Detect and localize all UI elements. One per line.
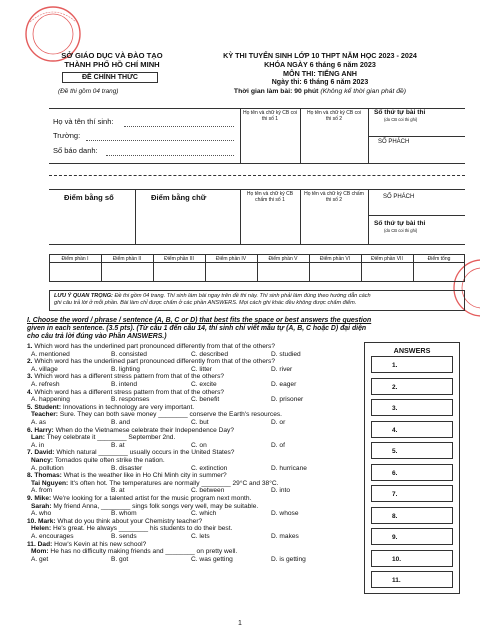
supervisor-1-label: Họ tên và chữ ký CB coi thi số 1 — [243, 110, 297, 122]
part-1-header: Điểm phần I — [61, 256, 89, 262]
question-6-option-c: C. on — [191, 441, 207, 449]
question-3-option-b: B. intend — [111, 381, 138, 388]
answer-box-9[interactable]: 9. — [371, 528, 453, 545]
answer-box-5[interactable]: 5. — [371, 442, 453, 459]
question-9-option-c: C. which — [191, 510, 217, 518]
question-8-line-2: Tai Nguyen: It's often hot. The temperatures are normally ________ 29°C and 38°C. — [31, 479, 279, 487]
question-7-option-d: D. hurricane — [271, 464, 307, 472]
part-5-header: Điểm phần V — [268, 256, 298, 262]
question-2-option-a: A. village — [31, 365, 58, 373]
question-2-stem: 2. Which word has the underlined part pronounced differently from that of the others? — [27, 358, 276, 366]
question-4-option-c: C. benefit — [191, 396, 220, 404]
question-6-option-a: A. in — [31, 441, 45, 449]
question-3-option-d: D. eager — [271, 381, 297, 388]
question-5-line-2: Teacher: Sure. They can both save money ________ conserve the Earth's resources. — [31, 411, 282, 419]
pages-note: (Đề thi gồm 04 trang) — [58, 88, 119, 95]
question-1-option-c: C. described — [191, 350, 229, 358]
candidate-id-field[interactable] — [106, 155, 234, 156]
question-11-stem: 11. Dad: How's Kevin at his new school? — [27, 540, 147, 548]
question-10-option-c: C. lets — [191, 533, 210, 540]
answer-box-3[interactable]: 3. — [371, 399, 453, 416]
answer-box-6[interactable]: 6. — [371, 464, 453, 481]
question-6-line-2: Lan: They celebrate it ________ September 2nd. — [31, 434, 176, 442]
question-8-stem: 8. Thomas: What is the weather like in Ho Chi Minh city in summer? — [27, 472, 227, 480]
official-badge: ĐỀ CHÍNH THỨC — [62, 72, 158, 83]
page-number: 1 — [238, 620, 242, 627]
question-10-option-b: B. sends — [111, 533, 137, 540]
question-11-option-d: D. is getting — [271, 555, 306, 563]
grader-1-label: Họ tên và chữ ký CB chấm thi số 1 — [246, 191, 294, 203]
so-phach-label-2: SỐ PHÁCH — [383, 194, 415, 200]
grader-2-label: Họ tên và chữ ký CB chấm thi số 2 — [304, 191, 364, 203]
question-3-option-a: A. refresh — [31, 381, 60, 388]
question-1-option-d: D. studied — [271, 350, 301, 358]
important-notice — [49, 290, 465, 311]
question-5-option-c: C. but — [191, 419, 209, 426]
question-2-option-c: C. litter — [191, 365, 212, 373]
score-words-label: Điểm bằng chữ — [151, 193, 207, 202]
part-2-header: Điểm phần II — [112, 256, 142, 262]
paper-number-label: Số thứ tự bài thi — [374, 109, 426, 116]
subject: MÔN THI: TIẾNG ANH — [283, 69, 357, 78]
school-field[interactable] — [86, 140, 234, 141]
instruction-line-2: given in each sentence. (3.5 pts). (Từ câu 1 đến câu 14, thí sinh chỉ viết mẫu tự (A, B, C hoặc D) đại diện — [27, 325, 367, 332]
instruction-line-1: I. Choose the word / phrase / sentence (A, B, C or D) that best fits the space or best answers the question — [27, 317, 372, 324]
question-11-option-b: B. got — [111, 555, 129, 563]
part-7-header: Điểm phần VII — [371, 256, 403, 262]
question-10-stem: 10. Mark: What do you think about your Chemistry teacher? — [27, 517, 203, 525]
question-6-option-d: D. of — [271, 441, 285, 449]
department-line-1: SỞ GIÁO DỤC VÀ ĐÀO TẠO — [61, 51, 163, 60]
question-1-option-b: B. consisted — [111, 350, 147, 358]
duration-row — [180, 88, 460, 95]
paper-number-note: (do CB coi thi ghi) — [384, 117, 418, 122]
question-5-option-a: A. as — [31, 419, 47, 426]
so-phach-label: SỐ PHÁCH — [378, 139, 410, 145]
notice-line-2: ghi câu trả lời ở mỗi phần. Bài làm chỉ được chấm ở các phần ANSWERS. Mọi cách ghi khác đều không được chấm điểm. — [54, 300, 357, 306]
school-label: Trường: — [53, 131, 81, 140]
candidate-id-label: Số báo danh: — [53, 146, 98, 155]
question-2-option-d: D. river — [271, 365, 293, 373]
answer-box-8[interactable]: 8. — [371, 507, 453, 524]
question-8-option-c: C. between — [191, 487, 225, 495]
duration-note: (Không kể thời gian phát đề) — [320, 88, 407, 95]
question-3-option-c: C. excite — [191, 381, 217, 388]
question-8-option-b: B. at — [111, 487, 125, 495]
candidate-name-field[interactable] — [124, 126, 234, 127]
instruction-line-3: cho câu trả lời đúng vào Phần ANSWERS.) — [27, 333, 167, 340]
question-10-option-a: A. encourages — [31, 533, 74, 540]
notice-line-1: Đề thi gồm 04 trang. Thí sinh làm bài ngay trên đề thi này. Thí sinh phải làm đúng theo hướng dẫn cách — [112, 293, 371, 299]
question-4-stem: 4. Which word has a different stress pattern from that of the others? — [27, 388, 225, 396]
part-3-header: Điểm phần III — [164, 256, 194, 262]
paper-number-note-2: (do CB coi thi ghi) — [384, 228, 418, 233]
question-6-stem: 6. Harry: When do the Vietnamese celebrate their Independence Day? — [27, 426, 234, 434]
question-6-option-b: B. at — [111, 441, 125, 449]
answer-box-4[interactable]: 4. — [371, 421, 453, 438]
question-10-option-d: D. makes — [271, 533, 299, 540]
question-7-stem: 7. David: Which natural ________ usually occurs in the United States? — [27, 449, 235, 457]
question-4-option-a: A. happening — [31, 396, 70, 404]
question-7-option-a: A. pollution — [31, 464, 64, 472]
total-header: Điểm tổng — [427, 256, 451, 262]
question-4-option-d: D. prisoner — [271, 396, 304, 404]
question-5-option-b: B. and — [111, 419, 131, 426]
question-7-line-2: Nancy: Tornados quite often strike the nation. — [31, 457, 165, 464]
score-number-label: Điểm bằng số — [64, 193, 114, 202]
question-8-option-a: A. from — [31, 487, 53, 495]
question-9-option-d: D. whose — [271, 510, 299, 518]
part-4-header: Điểm phần IV — [215, 256, 247, 262]
question-1-stem: 1. Which word has the underlined part pronounced differently from that of the others? — [27, 343, 276, 350]
question-2-option-b: B. lighting — [111, 365, 140, 373]
candidate-name-label: Họ và tên thí sinh: — [53, 117, 114, 126]
question-9-option-a: A. who — [31, 510, 52, 518]
question-8-option-d: D. into — [271, 487, 291, 495]
answer-box-11[interactable]: 11. — [371, 571, 453, 588]
answer-box-10[interactable]: 10. — [371, 550, 453, 567]
question-4-option-b: B. responses — [111, 396, 150, 404]
question-9-line-2: Sarah: My friend Anna, ________ sings folk songs very well, may be suitable. — [31, 502, 259, 510]
answers-title: ANSWERS — [393, 346, 431, 355]
question-11-option-a: A. get — [31, 555, 49, 563]
question-5-option-d: D. or — [271, 419, 286, 426]
department-line-2: THÀNH PHỐ HỒ CHÍ MINH — [64, 60, 160, 69]
duration: Thời gian làm bài: 90 phút — [233, 88, 319, 95]
answer-box-1[interactable]: 1. — [371, 356, 453, 373]
exam-day: Ngày thi: 6 tháng 6 năm 2023 — [271, 79, 369, 86]
question-9-option-b: B. whom — [111, 510, 137, 518]
question-11-option-c: C. was getting — [191, 555, 233, 563]
question-10-line-2: Helen: He's great. He always ________ his students to do their best. — [31, 525, 233, 533]
answer-box-2[interactable]: 2. — [371, 378, 453, 395]
paper-number-label-2: Số thứ tự bài thi — [374, 220, 426, 227]
exam-title: KỲ THI TUYỂN SINH LỚP 10 THPT NĂM HỌC 2023 - 2024 — [223, 51, 417, 60]
question-11-line-2: Mom: He has no difficulty making friends and ________ on pretty well. — [31, 548, 238, 556]
question-1-option-a: A. mentioned — [31, 350, 70, 358]
exam-date-line: KHÓA NGÀY 6 tháng 6 năm 2023 — [264, 60, 376, 69]
question-7-option-b: B. disaster — [111, 464, 143, 472]
supervisor-2-label: Họ tên và chữ ký CB coi thi số 2 — [307, 110, 361, 122]
question-5-stem: 5. Student: Innovations in technology are very important. — [27, 403, 195, 411]
question-7-option-c: C. extinction — [191, 464, 228, 472]
notice-title: LƯU Ý QUAN TRỌNG: — [54, 293, 113, 299]
part-6-header: Điểm phần VI — [319, 256, 351, 262]
question-9-stem: 9. Mike: We're looking for a talented artist for the music program next month. — [27, 495, 252, 502]
answer-box-7[interactable]: 7. — [371, 485, 453, 502]
question-3-stem: 3. Which word has a different stress pattern from that of the others? — [27, 373, 225, 381]
